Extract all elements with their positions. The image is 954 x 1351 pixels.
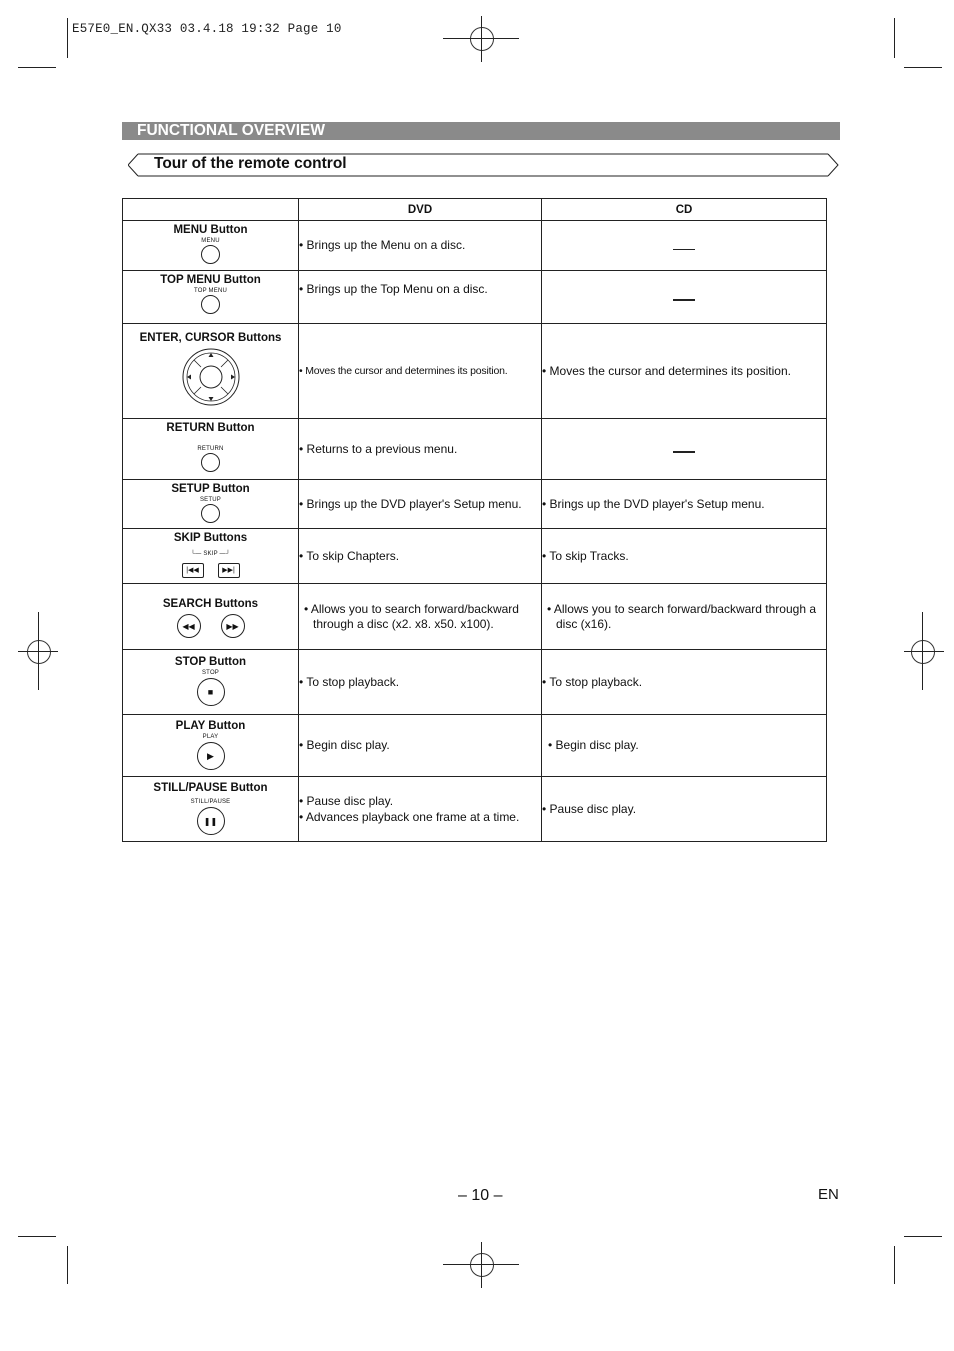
button-label: RETURN (197, 446, 224, 452)
dvd-description-line: • Advances playback one frame at a time. (299, 809, 520, 824)
dvd-description: • Brings up the Menu on a disc. (299, 221, 542, 271)
not-applicable-dash (673, 249, 695, 250)
crop-mark (18, 67, 56, 68)
button-label: └— SKIP —┘ (190, 551, 231, 557)
button-label: PLAY (202, 734, 219, 740)
button-cell (123, 529, 299, 584)
registration-mark (922, 612, 923, 690)
button-name: STILL/PAUSE Button (153, 782, 268, 794)
registration-mark (470, 1253, 494, 1277)
play-icon: ▶ (197, 742, 225, 770)
dvd-description: • Allows you to search forward/backward through a disc (x2. x8. x50. x100). (299, 584, 542, 650)
cd-description: • Begin disc play. (542, 715, 827, 777)
dvd-description: • To skip Chapters. (299, 529, 542, 584)
cd-description: • Moves the cursor and determines its position. (542, 324, 827, 419)
skip-back-icon: |◀◀ (182, 563, 204, 578)
crop-mark (894, 18, 895, 58)
cursor-pad-icon (181, 348, 241, 406)
dvd-description: • Brings up the Top Menu on a disc. (299, 271, 542, 324)
dvd-description: • Begin disc play. (299, 715, 542, 777)
not-applicable-dash (673, 299, 695, 301)
crop-mark (904, 1236, 942, 1237)
dvd-description: • Moves the cursor and determines its position. (299, 324, 542, 419)
table-row (123, 221, 827, 271)
cd-description: • To stop playback. (542, 650, 827, 715)
button-cell (123, 650, 299, 715)
table-header-cd: CD (542, 199, 827, 221)
button-name: STOP Button (174, 656, 247, 668)
crop-mark (67, 1246, 68, 1284)
page-number: – 10 – (458, 1187, 503, 1204)
button-name: TOP MENU Button (160, 274, 261, 286)
button-name: ENTER, CURSOR Buttons (139, 332, 282, 344)
table-header-dvd: DVD (299, 199, 542, 221)
skip-forward-icon: ▶▶| (218, 563, 240, 578)
button-cell (123, 221, 299, 271)
table-header-row (123, 199, 827, 221)
table-row (123, 324, 827, 419)
circle-button-icon (201, 245, 220, 264)
table-row (123, 650, 827, 715)
table-row (123, 271, 827, 324)
table-row (123, 480, 827, 529)
button-label: STOP (201, 670, 220, 676)
registration-mark (470, 27, 494, 51)
table-row (123, 529, 827, 584)
crop-mark (894, 1246, 895, 1284)
table-header (123, 199, 299, 221)
button-name: SKIP Buttons (173, 532, 248, 544)
search-buttons-icon (123, 614, 298, 638)
not-applicable-dash (673, 451, 695, 453)
table-row (123, 777, 827, 842)
dvd-description: • To stop playback. (299, 650, 542, 715)
dvd-description (299, 777, 542, 842)
registration-mark (904, 651, 944, 652)
registration-mark (38, 612, 39, 690)
search-backward-icon: ◀◀ (177, 614, 201, 638)
pause-icon: ❚❚ (197, 807, 225, 835)
section-title: FUNCTIONAL OVERVIEW (137, 122, 326, 139)
table-row (123, 715, 827, 777)
button-name: SETUP Button (171, 483, 250, 495)
registration-mark (481, 1242, 482, 1288)
button-name: PLAY Button (175, 720, 246, 732)
cd-description: • Brings up the DVD player's Setup menu. (542, 480, 827, 529)
crop-mark (904, 67, 942, 68)
button-name: SEARCH Buttons (162, 598, 259, 610)
button-cell (123, 584, 299, 650)
cd-description: • To skip Tracks. (542, 529, 827, 584)
circle-button-icon (201, 295, 220, 314)
cd-description (542, 419, 827, 480)
button-name: MENU Button (173, 224, 248, 236)
button-label: TOP MENU (193, 288, 228, 294)
dvd-description: • Returns to a previous menu. (299, 419, 542, 480)
button-label: SETUP (199, 497, 221, 503)
subsection-title: Tour of the remote control (154, 155, 347, 172)
button-cell (123, 271, 299, 324)
print-header: E57E0_EN.QX33 03.4.18 19:32 Page 10 (72, 22, 342, 36)
cd-description: • Pause disc play. (542, 777, 827, 842)
button-label: MENU (201, 238, 220, 244)
circle-button-icon (201, 453, 220, 472)
registration-mark (911, 640, 935, 664)
crop-mark (18, 1236, 56, 1237)
search-forward-icon: ▶▶ (221, 614, 245, 638)
cd-description (542, 221, 827, 271)
button-cell (123, 777, 299, 842)
language-label: EN (818, 1186, 839, 1203)
table-row (123, 584, 827, 650)
remote-control-table (122, 198, 827, 842)
cd-description (542, 271, 827, 324)
button-cell (123, 480, 299, 529)
registration-mark (27, 640, 51, 664)
cd-description: • Allows you to search forward/backward through a disc (x16). (542, 584, 827, 650)
skip-buttons-icon (123, 559, 298, 578)
circle-button-icon (201, 504, 220, 523)
table-row (123, 419, 827, 480)
button-name: RETURN Button (166, 422, 255, 434)
button-label: STILL/PAUSE (190, 799, 231, 805)
dvd-description: • Brings up the DVD player's Setup menu. (299, 480, 542, 529)
button-cell (123, 715, 299, 777)
dvd-description-line: • Pause disc play. (299, 793, 394, 808)
crop-mark (67, 18, 68, 58)
registration-mark (481, 16, 482, 62)
button-cell (123, 324, 299, 419)
stop-icon: ■ (197, 678, 225, 706)
button-cell (123, 419, 299, 480)
